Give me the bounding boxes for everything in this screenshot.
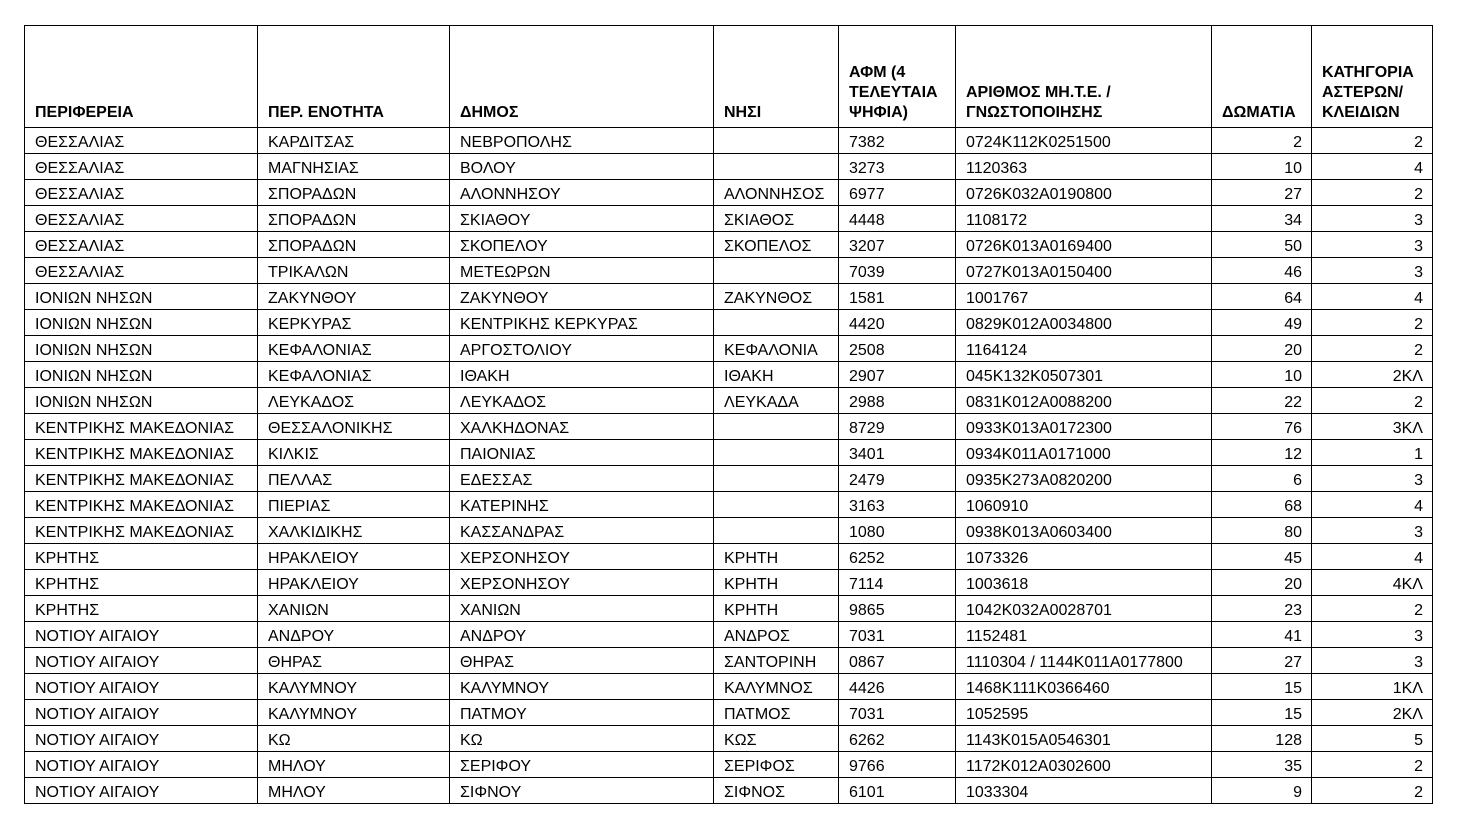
table-row — [25, 622, 1433, 648]
table-row — [25, 700, 1433, 726]
cell-registry-number: 1108172 — [956, 206, 1212, 232]
cell-category: 2 — [1312, 752, 1433, 778]
cell-island: ΖΑΚΥΝΘΟΣ — [714, 284, 839, 310]
cell-registry-number: 0727Κ013Α0150400 — [956, 258, 1212, 284]
table-row — [25, 362, 1433, 388]
cell-regional-unit: ΚΑΛΥΜΝΟΥ — [258, 674, 450, 700]
cell-municipality: ΒΟΛΟΥ — [450, 154, 714, 180]
cell-regional-unit: ΚΕΡΚΥΡΑΣ — [258, 310, 450, 336]
cell-registry-number: 0726Κ013Α0169400 — [956, 232, 1212, 258]
cell-island: ΑΝΔΡΟΣ — [714, 622, 839, 648]
table-row — [25, 674, 1433, 700]
table-row — [25, 180, 1433, 206]
cell-category: 4 — [1312, 154, 1433, 180]
cell-regional-unit: ΚΑΛΥΜΝΟΥ — [258, 700, 450, 726]
cell-region: ΚΡΗΤΗΣ — [25, 570, 258, 596]
cell-municipality: ΧΑΛΚΗΔΟΝΑΣ — [450, 414, 714, 440]
cell-afm: 6101 — [839, 778, 956, 804]
cell-region: ΝΟΤΙΟΥ ΑΙΓΑΙΟΥ — [25, 752, 258, 778]
cell-afm: 3207 — [839, 232, 956, 258]
cell-region: ΘΕΣΣΑΛΙΑΣ — [25, 180, 258, 206]
cell-regional-unit: ΗΡΑΚΛΕΙΟΥ — [258, 544, 450, 570]
cell-rooms: 64 — [1212, 284, 1312, 310]
cell-island: ΑΛΟΝΝΗΣΟΣ — [714, 180, 839, 206]
cell-region: ΚΡΗΤΗΣ — [25, 596, 258, 622]
cell-region: ΝΟΤΙΟΥ ΑΙΓΑΙΟΥ — [25, 622, 258, 648]
table-row — [25, 648, 1433, 674]
cell-registry-number: 1060910 — [956, 492, 1212, 518]
cell-afm: 3163 — [839, 492, 956, 518]
cell-rooms: 22 — [1212, 388, 1312, 414]
cell-registry-number: 1164124 — [956, 336, 1212, 362]
cell-region: ΝΟΤΙΟΥ ΑΙΓΑΙΟΥ — [25, 778, 258, 804]
cell-regional-unit: ΣΠΟΡΑΔΩΝ — [258, 206, 450, 232]
cell-municipality: ΣΙΦΝΟΥ — [450, 778, 714, 804]
cell-island: ΙΘΑΚΗ — [714, 362, 839, 388]
cell-afm: 4420 — [839, 310, 956, 336]
cell-regional-unit: ΣΠΟΡΑΔΩΝ — [258, 180, 450, 206]
table-row — [25, 492, 1433, 518]
table-row — [25, 154, 1433, 180]
cell-regional-unit: ΘΕΣΣΑΛΟΝΙΚΗΣ — [258, 414, 450, 440]
cell-municipality: ΚΑΣΣΑΝΔΡΑΣ — [450, 518, 714, 544]
cell-municipality: ΑΡΓΟΣΤΟΛΙΟΥ — [450, 336, 714, 362]
cell-registry-number: 1172Κ012Α0302600 — [956, 752, 1212, 778]
cell-afm: 9865 — [839, 596, 956, 622]
cell-registry-number: 0938Κ013Α0603400 — [956, 518, 1212, 544]
cell-municipality: ΚΕΝΤΡΙΚΗΣ ΚΕΡΚΥΡΑΣ — [450, 310, 714, 336]
cell-rooms: 80 — [1212, 518, 1312, 544]
cell-registry-number: 1001767 — [956, 284, 1212, 310]
cell-regional-unit: ΖΑΚΥΝΘΟΥ — [258, 284, 450, 310]
table-row — [25, 726, 1433, 752]
cell-region: ΝΟΤΙΟΥ ΑΙΓΑΙΟΥ — [25, 674, 258, 700]
cell-regional-unit: ΛΕΥΚΑΔΟΣ — [258, 388, 450, 414]
cell-afm: 6977 — [839, 180, 956, 206]
table-row — [25, 232, 1433, 258]
cell-island — [714, 492, 839, 518]
cell-municipality: ΜΕΤΕΩΡΩΝ — [450, 258, 714, 284]
cell-afm: 3401 — [839, 440, 956, 466]
cell-rooms: 10 — [1212, 154, 1312, 180]
cell-region: ΚΕΝΤΡΙΚΗΣ ΜΑΚΕΔΟΝΙΑΣ — [25, 414, 258, 440]
cell-rooms: 34 — [1212, 206, 1312, 232]
table-row — [25, 570, 1433, 596]
cell-afm: 4448 — [839, 206, 956, 232]
cell-afm: 2508 — [839, 336, 956, 362]
cell-regional-unit: ΧΑΛΚΙΔΙΚΗΣ — [258, 518, 450, 544]
cell-island — [714, 414, 839, 440]
cell-regional-unit: ΧΑΝΙΩΝ — [258, 596, 450, 622]
cell-rooms: 20 — [1212, 570, 1312, 596]
cell-category: 3 — [1312, 206, 1433, 232]
cell-afm: 7031 — [839, 700, 956, 726]
cell-municipality: ΘΗΡΑΣ — [450, 648, 714, 674]
cell-region: ΙΟΝΙΩΝ ΝΗΣΩΝ — [25, 362, 258, 388]
cell-afm: 1080 — [839, 518, 956, 544]
cell-island — [714, 518, 839, 544]
cell-afm: 4426 — [839, 674, 956, 700]
cell-registry-number: 1042Κ032Α0028701 — [956, 596, 1212, 622]
table-row — [25, 388, 1433, 414]
cell-category: 2 — [1312, 310, 1433, 336]
cell-registry-number: 0935Κ273Α0820200 — [956, 466, 1212, 492]
cell-category: 2 — [1312, 778, 1433, 804]
table-row — [25, 778, 1433, 804]
cell-rooms: 128 — [1212, 726, 1312, 752]
cell-municipality: ΧΕΡΣΟΝΗΣΟΥ — [450, 544, 714, 570]
cell-island: ΣΚΟΠΕΛΟΣ — [714, 232, 839, 258]
table-row — [25, 596, 1433, 622]
cell-category: 2 — [1312, 336, 1433, 362]
cell-rooms: 49 — [1212, 310, 1312, 336]
cell-region: ΚΕΝΤΡΙΚΗΣ ΜΑΚΕΔΟΝΙΑΣ — [25, 466, 258, 492]
table-body — [25, 128, 1433, 804]
cell-category: 2ΚΛ — [1312, 362, 1433, 388]
col-header-category: ΚΑΤΗΓΟΡΙΑ ΑΣΤΕΡΩΝ/ ΚΛΕΙΔΙΩΝ — [1312, 26, 1433, 128]
cell-afm: 2479 — [839, 466, 956, 492]
cell-afm: 7039 — [839, 258, 956, 284]
cell-municipality: ΚΑΤΕΡΙΝΗΣ — [450, 492, 714, 518]
cell-regional-unit: ΜΗΛΟΥ — [258, 752, 450, 778]
cell-region: ΚΕΝΤΡΙΚΗΣ ΜΑΚΕΔΟΝΙΑΣ — [25, 518, 258, 544]
cell-island — [714, 258, 839, 284]
table-row — [25, 440, 1433, 466]
table-row — [25, 466, 1433, 492]
col-header-afm: ΑΦΜ (4 ΤΕΛΕΥΤΑΙΑ ΨΗΦΙΑ) — [839, 26, 956, 128]
cell-municipality: ΠΑΤΜΟΥ — [450, 700, 714, 726]
cell-registry-number: 1152481 — [956, 622, 1212, 648]
accommodation-table — [24, 25, 1433, 804]
cell-category: 1ΚΛ — [1312, 674, 1433, 700]
cell-municipality: ΚΑΛΥΜΝΟΥ — [450, 674, 714, 700]
cell-municipality: ΣΚΟΠΕΛΟΥ — [450, 232, 714, 258]
cell-municipality: ΝΕΒΡΟΠΟΛΗΣ — [450, 128, 714, 154]
cell-island: ΣΕΡΙΦΟΣ — [714, 752, 839, 778]
cell-category: 2ΚΛ — [1312, 700, 1433, 726]
cell-category: 3 — [1312, 466, 1433, 492]
col-header-municipality: ΔΗΜΟΣ — [450, 26, 714, 128]
cell-afm: 7114 — [839, 570, 956, 596]
cell-rooms: 50 — [1212, 232, 1312, 258]
table-row — [25, 310, 1433, 336]
cell-region: ΚΡΗΤΗΣ — [25, 544, 258, 570]
cell-regional-unit: ΗΡΑΚΛΕΙΟΥ — [258, 570, 450, 596]
cell-category: 4 — [1312, 492, 1433, 518]
cell-island: ΠΑΤΜΟΣ — [714, 700, 839, 726]
cell-municipality: ΧΑΝΙΩΝ — [450, 596, 714, 622]
cell-afm: 6262 — [839, 726, 956, 752]
cell-afm: 7031 — [839, 622, 956, 648]
cell-rooms: 15 — [1212, 700, 1312, 726]
cell-afm: 6252 — [839, 544, 956, 570]
cell-rooms: 27 — [1212, 180, 1312, 206]
cell-afm: 2907 — [839, 362, 956, 388]
cell-registry-number: 1110304 / 1144Κ011Α0177800 — [956, 648, 1212, 674]
cell-municipality: ΑΛΟΝΝΗΣΟΥ — [450, 180, 714, 206]
cell-registry-number: 0831Κ012Α0088200 — [956, 388, 1212, 414]
cell-afm: 3273 — [839, 154, 956, 180]
cell-category: 3 — [1312, 648, 1433, 674]
table-row — [25, 518, 1433, 544]
table-row — [25, 206, 1433, 232]
cell-rooms: 27 — [1212, 648, 1312, 674]
cell-region: ΚΕΝΤΡΙΚΗΣ ΜΑΚΕΔΟΝΙΑΣ — [25, 492, 258, 518]
cell-category: 3ΚΛ — [1312, 414, 1433, 440]
cell-municipality: ΚΩ — [450, 726, 714, 752]
cell-regional-unit: ΚΩ — [258, 726, 450, 752]
cell-region: ΙΟΝΙΩΝ ΝΗΣΩΝ — [25, 310, 258, 336]
cell-region: ΙΟΝΙΩΝ ΝΗΣΩΝ — [25, 284, 258, 310]
col-header-rooms: ΔΩΜΑΤΙΑ — [1212, 26, 1312, 128]
cell-region: ΘΕΣΣΑΛΙΑΣ — [25, 232, 258, 258]
cell-regional-unit: ΠΕΛΛΑΣ — [258, 466, 450, 492]
cell-category: 3 — [1312, 258, 1433, 284]
cell-category: 2 — [1312, 388, 1433, 414]
table-row — [25, 128, 1433, 154]
cell-municipality: ΖΑΚΥΝΘΟΥ — [450, 284, 714, 310]
cell-municipality: ΣΚΙΑΘΟΥ — [450, 206, 714, 232]
cell-registry-number: 0933Κ013Α0172300 — [956, 414, 1212, 440]
cell-municipality: ΣΕΡΙΦΟΥ — [450, 752, 714, 778]
cell-rooms: 20 — [1212, 336, 1312, 362]
cell-rooms: 68 — [1212, 492, 1312, 518]
cell-afm: 2988 — [839, 388, 956, 414]
cell-regional-unit: ΣΠΟΡΑΔΩΝ — [258, 232, 450, 258]
cell-afm: 0867 — [839, 648, 956, 674]
col-header-island: ΝΗΣΙ — [714, 26, 839, 128]
cell-registry-number: 1120363 — [956, 154, 1212, 180]
cell-island: ΛΕΥΚΑΔΑ — [714, 388, 839, 414]
cell-registry-number: 1468Κ111Κ0366460 — [956, 674, 1212, 700]
cell-island: ΚΡΗΤΗ — [714, 570, 839, 596]
cell-municipality: ΛΕΥΚΑΔΟΣ — [450, 388, 714, 414]
cell-municipality: ΠΑΙΟΝΙΑΣ — [450, 440, 714, 466]
cell-island — [714, 466, 839, 492]
cell-registry-number: 1143Κ015Α0546301 — [956, 726, 1212, 752]
cell-regional-unit: ΤΡΙΚΑΛΩΝ — [258, 258, 450, 284]
cell-regional-unit: ΑΝΔΡΟΥ — [258, 622, 450, 648]
cell-island: ΚΡΗΤΗ — [714, 596, 839, 622]
cell-island — [714, 128, 839, 154]
cell-rooms: 41 — [1212, 622, 1312, 648]
cell-rooms: 76 — [1212, 414, 1312, 440]
cell-region: ΝΟΤΙΟΥ ΑΙΓΑΙΟΥ — [25, 726, 258, 752]
cell-rooms: 23 — [1212, 596, 1312, 622]
cell-regional-unit: ΚΙΛΚΙΣ — [258, 440, 450, 466]
table-row — [25, 752, 1433, 778]
cell-rooms: 10 — [1212, 362, 1312, 388]
cell-region: ΝΟΤΙΟΥ ΑΙΓΑΙΟΥ — [25, 648, 258, 674]
cell-regional-unit: ΚΕΦΑΛΟΝΙΑΣ — [258, 336, 450, 362]
cell-island: ΣΙΦΝΟΣ — [714, 778, 839, 804]
cell-island: ΣΑΝΤΟΡΙΝΗ — [714, 648, 839, 674]
cell-registry-number: 1033304 — [956, 778, 1212, 804]
col-header-regional-unit: ΠΕΡ. ΕΝΟΤΗΤΑ — [258, 26, 450, 128]
cell-municipality: ΧΕΡΣΟΝΗΣΟΥ — [450, 570, 714, 596]
cell-region: ΝΟΤΙΟΥ ΑΙΓΑΙΟΥ — [25, 700, 258, 726]
table-row — [25, 258, 1433, 284]
cell-region: ΘΕΣΣΑΛΙΑΣ — [25, 128, 258, 154]
cell-afm: 8729 — [839, 414, 956, 440]
table-row — [25, 544, 1433, 570]
cell-category: 3 — [1312, 232, 1433, 258]
cell-regional-unit: ΚΑΡΔΙΤΣΑΣ — [258, 128, 450, 154]
col-header-registry-number: ΑΡΙΘΜΟΣ ΜΗ.Τ.Ε. / ΓΝΩΣΤΟΠΟΙΗΣΗΣ — [956, 26, 1212, 128]
cell-category: 3 — [1312, 518, 1433, 544]
cell-rooms: 45 — [1212, 544, 1312, 570]
cell-region: ΚΕΝΤΡΙΚΗΣ ΜΑΚΕΔΟΝΙΑΣ — [25, 440, 258, 466]
cell-registry-number: 1052595 — [956, 700, 1212, 726]
cell-rooms: 46 — [1212, 258, 1312, 284]
cell-island: ΚΑΛΥΜΝΟΣ — [714, 674, 839, 700]
cell-registry-number: 0934Κ011Α0171000 — [956, 440, 1212, 466]
cell-island — [714, 310, 839, 336]
table-header-row — [25, 26, 1433, 128]
cell-rooms: 2 — [1212, 128, 1312, 154]
cell-region: ΙΟΝΙΩΝ ΝΗΣΩΝ — [25, 388, 258, 414]
cell-island: ΚΕΦΑΛΟΝΙΑ — [714, 336, 839, 362]
table-row — [25, 414, 1433, 440]
cell-regional-unit: ΘΗΡΑΣ — [258, 648, 450, 674]
cell-rooms: 35 — [1212, 752, 1312, 778]
cell-island — [714, 154, 839, 180]
cell-registry-number: 0726Κ032Α0190800 — [956, 180, 1212, 206]
cell-region: ΘΕΣΣΑΛΙΑΣ — [25, 154, 258, 180]
cell-island: ΣΚΙΑΘΟΣ — [714, 206, 839, 232]
cell-regional-unit: ΜΑΓΝΗΣΙΑΣ — [258, 154, 450, 180]
cell-registry-number: 1003618 — [956, 570, 1212, 596]
cell-island: ΚΩΣ — [714, 726, 839, 752]
cell-municipality: ΑΝΔΡΟΥ — [450, 622, 714, 648]
cell-afm: 7382 — [839, 128, 956, 154]
cell-category: 3 — [1312, 622, 1433, 648]
cell-rooms: 15 — [1212, 674, 1312, 700]
cell-municipality: ΕΔΕΣΣΑΣ — [450, 466, 714, 492]
cell-rooms: 12 — [1212, 440, 1312, 466]
cell-rooms: 6 — [1212, 466, 1312, 492]
cell-category: 4ΚΛ — [1312, 570, 1433, 596]
table-row — [25, 336, 1433, 362]
cell-region: ΘΕΣΣΑΛΙΑΣ — [25, 206, 258, 232]
cell-regional-unit: ΚΕΦΑΛΟΝΙΑΣ — [258, 362, 450, 388]
cell-category: 5 — [1312, 726, 1433, 752]
cell-afm: 9766 — [839, 752, 956, 778]
cell-registry-number: 0829Κ012Α0034800 — [956, 310, 1212, 336]
cell-category: 2 — [1312, 596, 1433, 622]
cell-registry-number: 1073326 — [956, 544, 1212, 570]
cell-afm: 1581 — [839, 284, 956, 310]
cell-region: ΙΟΝΙΩΝ ΝΗΣΩΝ — [25, 336, 258, 362]
cell-municipality: ΙΘΑΚΗ — [450, 362, 714, 388]
cell-region: ΘΕΣΣΑΛΙΑΣ — [25, 258, 258, 284]
cell-registry-number: 045Κ132Κ0507301 — [956, 362, 1212, 388]
cell-registry-number: 0724Κ112Κ0251500 — [956, 128, 1212, 154]
cell-category: 2 — [1312, 128, 1433, 154]
cell-category: 4 — [1312, 284, 1433, 310]
table-row — [25, 284, 1433, 310]
cell-regional-unit: ΜΗΛΟΥ — [258, 778, 450, 804]
cell-rooms: 9 — [1212, 778, 1312, 804]
col-header-region: ΠΕΡΙΦΕΡΕΙΑ — [25, 26, 258, 128]
cell-category: 4 — [1312, 544, 1433, 570]
cell-category: 2 — [1312, 180, 1433, 206]
cell-regional-unit: ΠΙΕΡΙΑΣ — [258, 492, 450, 518]
cell-category: 1 — [1312, 440, 1433, 466]
cell-island: ΚΡΗΤΗ — [714, 544, 839, 570]
cell-island — [714, 440, 839, 466]
